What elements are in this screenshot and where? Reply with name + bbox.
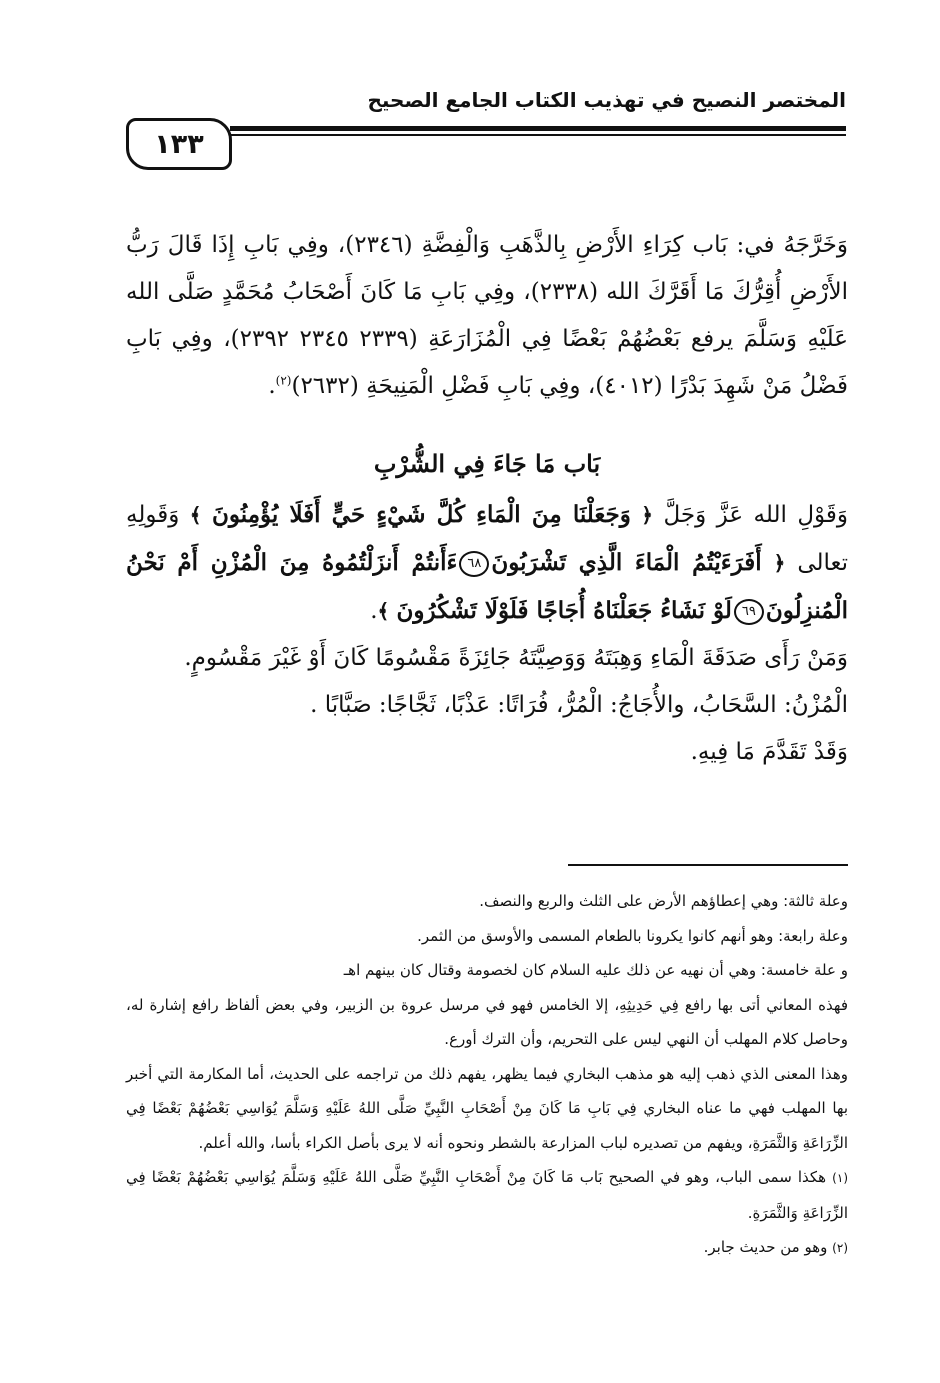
- footnote-separator: [568, 864, 848, 866]
- quran-bracket-close-2: ﴾: [377, 599, 390, 623]
- quran-bracket-open: ﴿: [641, 503, 653, 527]
- footnotes: [126, 884, 848, 1266]
- quran-verse-70: لَوْ نَشَاءُ جَعَلْنَاهُ أُجَاجًا فَلَوْلَا تَشْكُرُونَ: [396, 597, 732, 624]
- page-header: [124, 88, 846, 170]
- footnote-1-text: هكذا سمى الباب، وهو في الصحيح بَاب مَا كَانَ مِنْ أَصْحَابِ النَّبِيِّ صَلَّى اللهُ عَلَيْهِ وَسَلَّمَ يُوَاسِي بَعْضُهُمْ بَعْضًا فِي الزِّرَاعَةِ وَالثَّمَرَةِ.: [126, 1168, 848, 1222]
- footnote-2-number: (٢): [832, 1241, 848, 1255]
- header-rule-thick: [230, 126, 846, 131]
- quran-verse-1: وَجَعَلْنَا مِنَ الْمَاءِ كُلَّ شَيْءٍ حَيٍّ أَفَلَا يُؤْمِنُونَ: [211, 501, 631, 528]
- quran-bracket-open-2: ﴿: [773, 551, 786, 575]
- quran-end: .: [370, 598, 378, 624]
- ayah-number-69: ٦٩: [734, 599, 764, 625]
- page-number: ١٣٣: [126, 118, 232, 170]
- main-text: [126, 222, 848, 776]
- footnote-line: و علة خامسة: وهي أن نهيه عن ذلك عليه السلام كان لخصومة وقتال كان بينهم اهـ: [343, 961, 848, 979]
- footnote-ref-2: (٢): [275, 373, 292, 388]
- references-end: .: [268, 373, 276, 399]
- quran-verse-68: أَفَرَءَيْتُمُ الْمَاءَ الَّذِي تَشْرَبُونَ: [491, 549, 762, 576]
- paragraph-previous: وَقَدْ تَقَدَّمَ مَا فِيهِ.: [690, 739, 848, 765]
- book-title: المختصر النصيح في تهذيب الكتاب الجامع الصحيح: [367, 88, 846, 112]
- footnote-line: وعلة ثالثة: وهي إعطاؤهم الأرض على الثلث والربع والنصف.: [479, 892, 848, 910]
- footnote-line: فهذه المعاني أتى بها رافع فِي حَدِيثِهِ، إلا الخامس فهو في مرسل عروة بن الزبير، وفي بعض ألفاظ رافع إشارة له، وحاصل كلام المهلب أن النهي ليس على التحريم، وأن الترك أورع.: [126, 995, 848, 1048]
- paragraph-quran: [126, 491, 848, 635]
- quran-intro: وَقَوْلِ الله عَزَّ وَجَلَّ: [663, 502, 849, 528]
- header-rule-thin: [230, 134, 846, 136]
- references-text: وَخَرَّجَهُ في: بَاب كِرَاءِ الأَرْضِ بِالذَّهَبِ وَالْفِضَّةِ (٢٣٤٦)، وفِي بَابِ إِذَا قَالَ رَبُّ الأَرْضِ أُقِرُّكَ مَا أَقَرَّكَ الله (٢٣٣٨)، وفِي بَابِ مَا كَانَ أَصْحَابُ مُحَمَّدٍ صَلَّى الله عَلَيْهِ وَسَلَّمَ يرفع بَعْضُهُمْ بَعْضًا فِي الْمُزَارَعَةِ (٢٣٣٩ ٢٣٤٥ ٢٣٩٢)، وفِي بَابِ فَضْلُ مَنْ شَهِدَ بَدْرًا (٤٠١٢)، وفِي بَابِ فَضْلِ الْمَنِيحَةِ (٢٦٣٢): [126, 232, 849, 399]
- quran-verse-69: ءَأَنتُمْ أَنزَلْتُمُوهُ مِنَ الْمُزْنِ أَمْ نَحْنُ الْمُنزِلُونَ: [126, 549, 848, 624]
- section-heading: بَاب مَا جَاءَ فِي الشُّرْبِ: [373, 449, 601, 478]
- paragraph-water-charity: وَمَنْ رَأَى صَدَقَةَ الْمَاءِ وَهِبَتَهُ وَوَصِيَّتَهُ جَائِزَةً مَقْسُومًا كَانَ أَوْ غَيْرَ مَقْسُومٍ.: [184, 645, 848, 671]
- paragraph-definitions: الْمُزْنُ: السَّحَابُ، والأُجَاجُ: الْمُرُّ، فُرَاتًا: عَذْبًا، ثَجَّاجًا: صَبَّابًا .: [310, 692, 848, 718]
- paragraph-references: [126, 222, 848, 410]
- footnote-1: [126, 1160, 848, 1230]
- ayah-number-68: ٦٨: [459, 551, 489, 577]
- footnote-2: [126, 1230, 848, 1266]
- footnote-2-text: وهو من حديث جابر.: [703, 1238, 828, 1256]
- footnote-1-number: (١): [832, 1171, 848, 1185]
- quran-bracket-close: ﴾: [189, 503, 202, 527]
- footnote-line: وعلة رابعة: وهو أنهم كانوا يكرونا بالطعام المسمى والأوسق من الثمر.: [417, 926, 848, 945]
- quran-mid: وَقَولِهِ تعالى: [126, 502, 849, 576]
- footnote-line: وهذا المعنى الذي ذهب إليه هو مذهب البخاري فيما يظهر، يفهم ذلك من تراجمه على الحديث، أما المكارمة التي أخبر بها المهلب فهي ما عناه البخاري فِي بَابِ مَا كَانَ مِنْ أَصْحَابِ النَّبِيِّ صَلَّى اللهُ عَلَيْهِ وَسَلَّمَ يُوَاسِي بَعْضُهُمْ بَعْضًا فِي الزِّرَاعَةِ وَالثَّمَرَةِ، ويفهم من تصديره لباب المزارعة بالشطر ونحوه أنه لا يرى بأصل الكراء بأسا، والله أعلم.: [126, 1064, 848, 1152]
